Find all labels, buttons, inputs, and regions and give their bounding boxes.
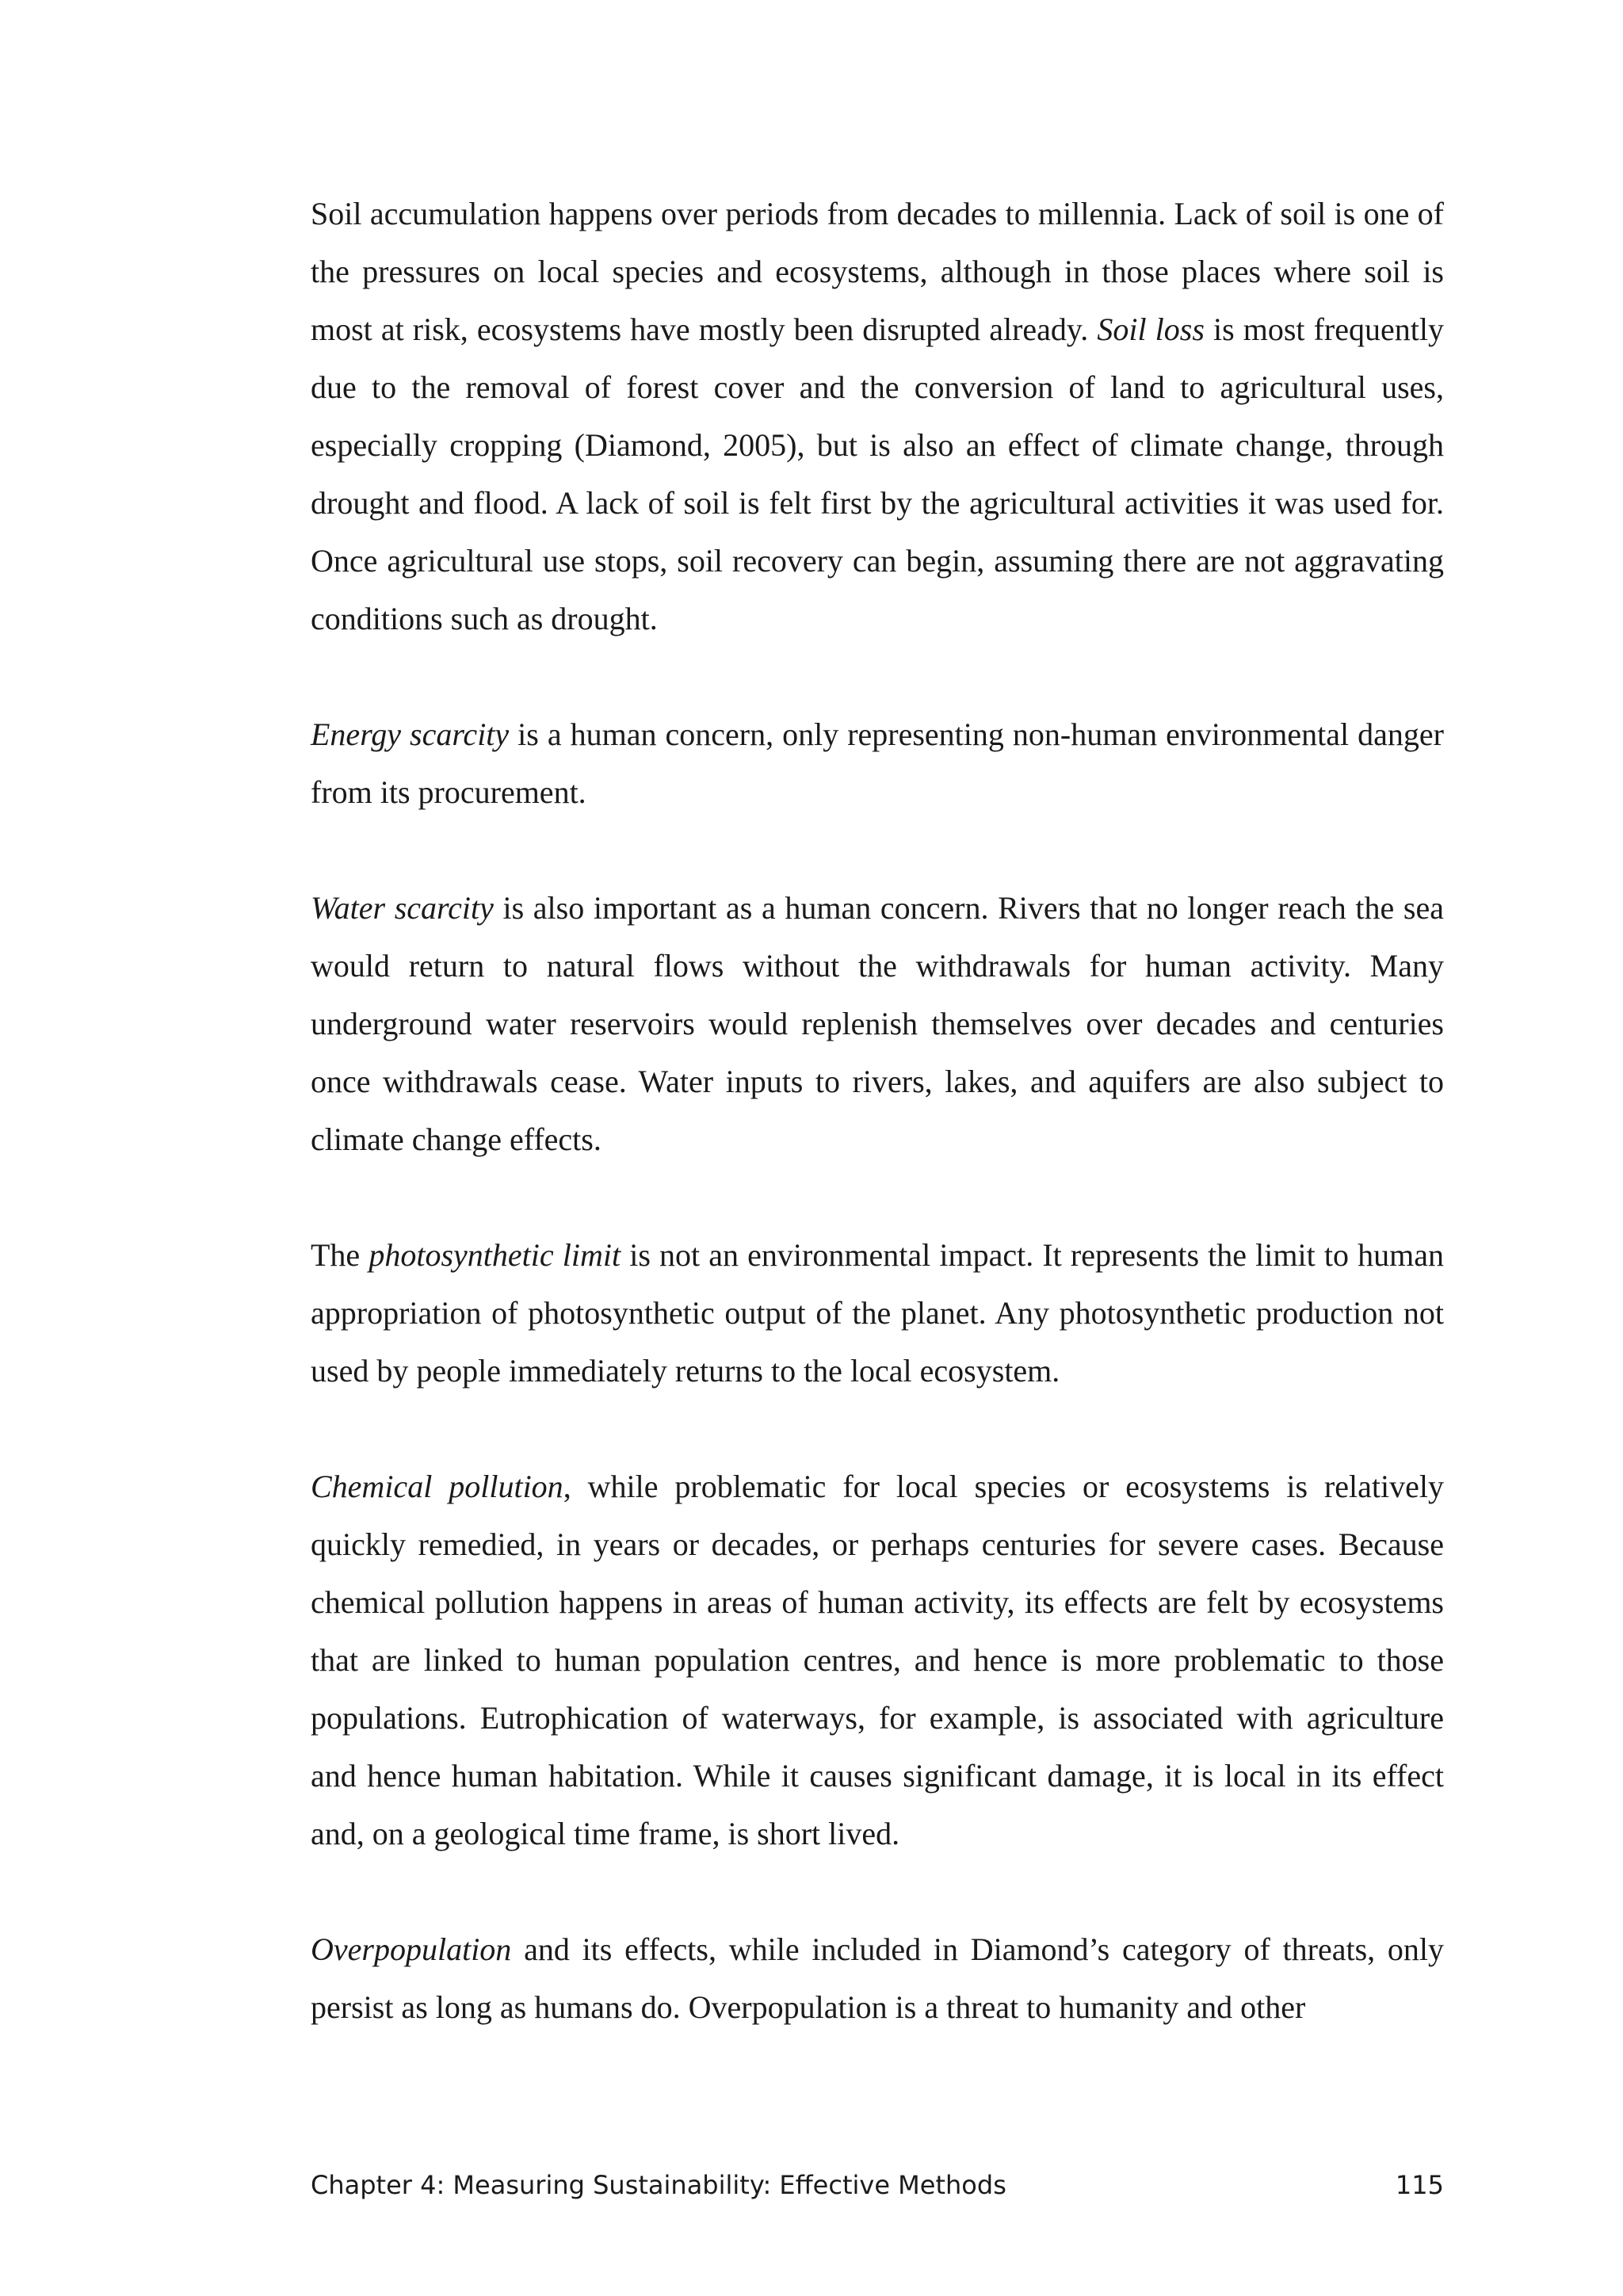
italic-term: Chemical pollution — [311, 1469, 563, 1504]
italic-term: photosynthetic limit — [369, 1237, 621, 1273]
paragraph-water — [311, 879, 1444, 1168]
paragraph-rest: is a human concern, only representing non-human environmental danger from its procurement. — [311, 716, 1444, 810]
paragraph-energy — [311, 705, 1444, 821]
paragraph-lead: The — [311, 1237, 369, 1273]
paragraph-lead: Soil accumulation happens over periods from decades to millennia. Lack of soil is one of the pressures on local species and ecosystems, although in those places where soil is most at risk, ecosystems have mostly been disrupted already. — [311, 196, 1444, 347]
footer-chapter-title: Chapter 4: Measuring Sustainability: Effective Methods — [311, 2170, 1006, 2200]
italic-term: Water scarcity — [311, 890, 494, 926]
paragraph-soil — [311, 185, 1444, 648]
paragraph-chemical — [311, 1457, 1444, 1862]
paragraph-rest: is most frequently due to the removal of forest cover and the conversion of land to agricultural uses, especially cropping (Diamond, 2005), but is also an effect of climate change, through drought and flood. A lack of soil is felt first by the agricultural activities it was used for. Once agricultural use stops, soil recovery can begin, assuming there are not aggravating conditions such as drought. — [311, 311, 1444, 636]
paragraph-rest: , while problematic for local species or ecosystems is relatively quickly remedied, in years or decades, or perhaps centuries for severe cases. Because chemical pollution happens in areas of human activity, its effects are felt by ecosystems that are linked to human population centres, and hence is more problematic to those populations. Eutrophication of waterways, for example, is associated with agriculture and hence human habitation. While it causes significant damage, it is local in its effect and, on a geological time frame, is short lived. — [311, 1469, 1444, 1851]
italic-term: Soil loss — [1097, 311, 1205, 347]
paragraph-rest: is not an environmental impact. It represents the limit to human appropriation of photosynthetic output of the planet. Any photosynthetic production not used by people immediately returns to the local ecosystem. — [311, 1237, 1445, 1389]
italic-term: Energy scarcity — [311, 716, 510, 752]
page-footer — [311, 2170, 1444, 2200]
paragraph-photosynthetic — [311, 1226, 1444, 1400]
paragraph-rest: and its effects, while included in Diamond’s category of threats, only persist as long as humans do. Overpopulation is a threat to humanity and other — [311, 1931, 1444, 2025]
italic-term: Overpopulation — [311, 1931, 512, 1967]
page-body — [311, 185, 1444, 2094]
paragraph-overpopulation — [311, 1920, 1444, 2036]
footer-page-number: 115 — [1395, 2170, 1444, 2200]
paragraph-rest: is also important as a human concern. Rivers that no longer reach the sea would return to natural flows without the withdrawals for human activity. Many underground water reservoirs would replenish themselves over decades and centuries once withdrawals cease. Water inputs to rivers, lakes, and aquifers are also subject to climate change effects. — [311, 890, 1445, 1157]
